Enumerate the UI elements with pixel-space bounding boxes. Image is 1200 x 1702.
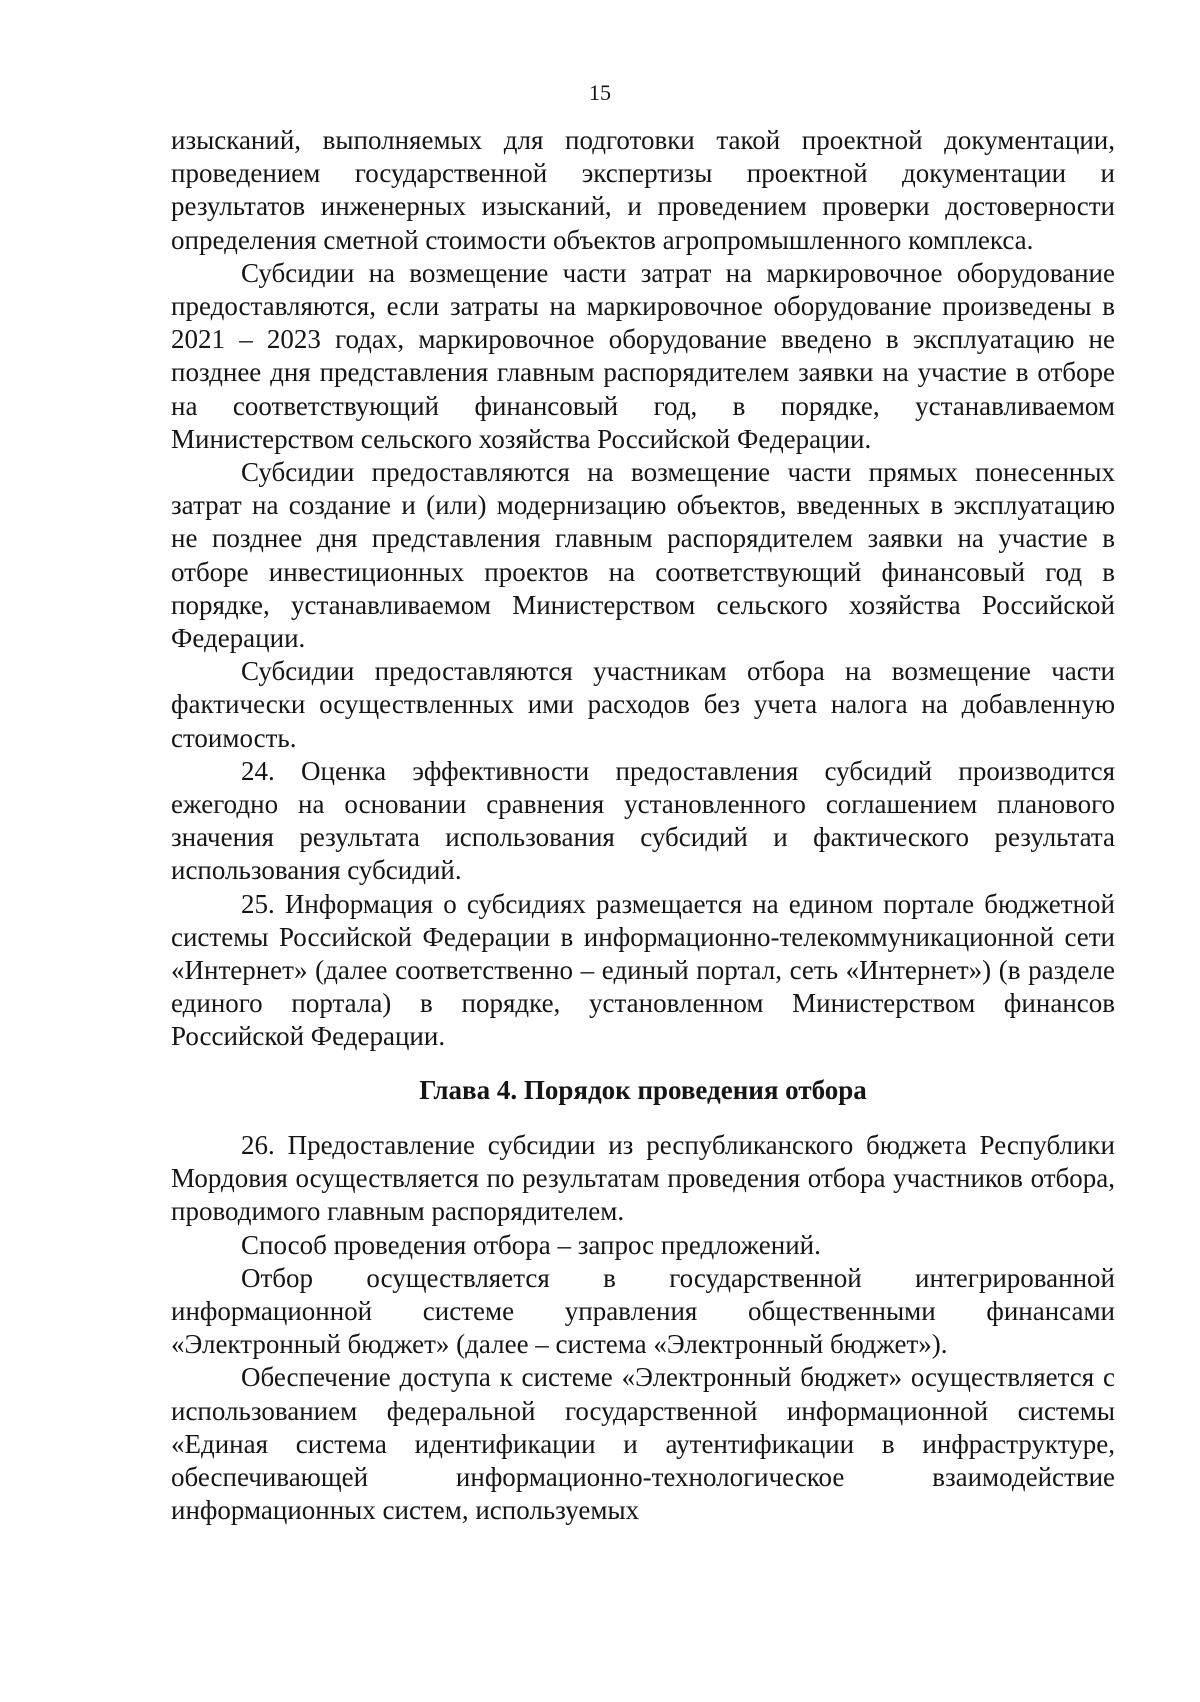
document-body bbox=[171, 124, 1115, 1527]
paragraph-marking-equipment-subsidy: Субсидии на возмещение части затрат на маркировочное оборудование предоставляются, если затраты на маркировочное оборудование произведены в 2021 – 2023 годах, маркировочное оборудование введено в эксплуатацию не позднее дня представления главным распорядителем заявки на участие в отборе на соответствующий финансовый год, в порядке, устанавливаемом Министерством сельского хозяйства Российской Федерации. bbox=[171, 257, 1115, 454]
paragraph-vat-exclusion: Субсидии предоставляются участникам отбора на возмещение части фактически осуществленных ими расходов без учета налога на добавленную стоимость. bbox=[171, 656, 1115, 753]
chapter-heading: Глава 4. Порядок проведения отбора bbox=[419, 1074, 867, 1105]
page-number: 15 bbox=[589, 80, 611, 105]
paragraph-selection-method: Способ проведения отбора – запрос предложений. bbox=[241, 1229, 821, 1260]
paragraph-item-26: 26. Предоставление субсидии из республиканского бюджета Республики Мордовия осуществляется по результатам проведения отбора участников отбора, проводимого главным распорядителем. bbox=[171, 1129, 1115, 1227]
paragraph-system-access: Обеспечение доступа к системе «Электронный бюджет» осуществляется с использованием федеральной государственной информационной системы «Единая система идентификации и аутентификации в инфраструктуре, обеспечивающей информационно-технологическое взаимодействие информационных систем, используемых bbox=[171, 1362, 1115, 1526]
paragraph-item-24: 24. Оценка эффективности предоставления субсидий производится ежегодно на основании сравнения установленного соглашением планового значения результата использования субсидий и фактического результата использования субсидий. bbox=[171, 755, 1115, 886]
paragraph-continuation: изысканий, выполняемых для подготовки такой проектной документации, проведением государственной экспертизы проектной документации и результатов инженерных изысканий, и проведением проверки достоверности определения сметной стоимости объектов агропромышленного комплекса. bbox=[171, 125, 1115, 255]
paragraph-selection-system: Отбор осуществляется в государственной интегрированной информационной системе управления общественными финансами «Электронный бюджет» (далее – система «Электронный бюджет»). bbox=[171, 1262, 1115, 1360]
paragraph-item-25: 25. Информация о субсидиях размещается на едином портале бюджетной системы Российской Федерации в информационно-телекоммуникационной сети «Интернет» (далее соответственно – единый портал, сеть «Интернет») (в разделе единого портала) в порядке, установленном Министерством финансов Российской Федерации. bbox=[171, 888, 1115, 1052]
paragraph-direct-costs-subsidy: Субсидии предоставляются на возмещение части прямых понесенных затрат на создание и (или) модернизацию объектов, введенных в эксплуатацию не позднее дня представления главным распорядителем заявки на участие в отборе инвестиционных проектов на соответствующий финансовый год в порядке, устанавливаемом Министерством сельского хозяйства Российской Федерации. bbox=[171, 457, 1115, 654]
